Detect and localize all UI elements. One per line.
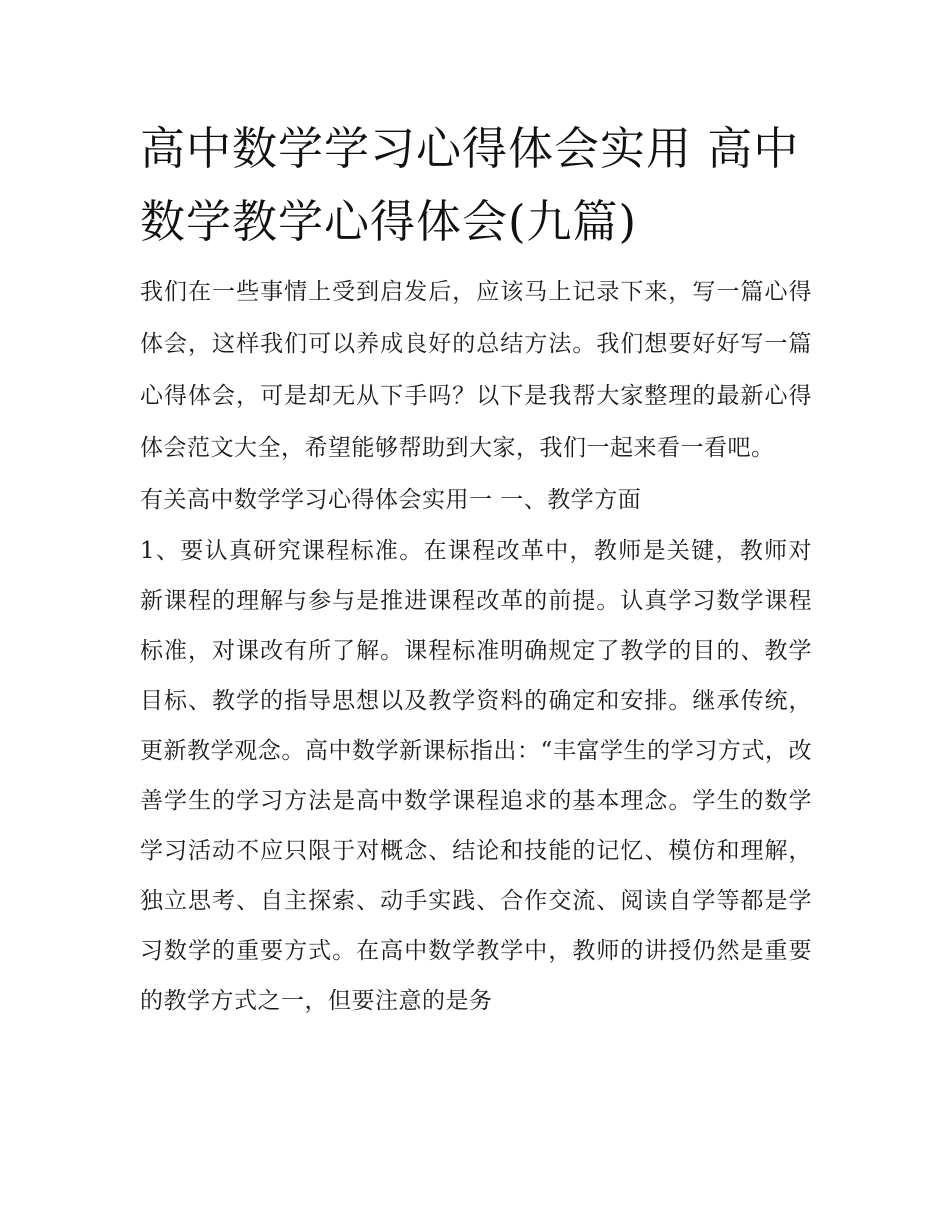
intro-paragraph: 我们在一些事情上受到启发后，应该马上记录下来，写一篇心得体会，这样我们可以养成良好的总结方法。我们想要好好写一篇心得体会，可是却无从下手吗？以下是我帮大家整理的最新心得体会范文大全，希望能够帮助到大家，我们一起来看一看吧。 [140,279,812,461]
section-heading: 有关高中数学学习心得体会实用一 一、教学方面 [140,487,642,513]
body-paragraph: 1、要认真研究课程标准。在课程改革中，教师是关键，教师对新课程的理解与参与是推进课程改革的前提。认真学习数学课程标准，对课改有所了解。课程标准明确规定了教学的目的、教学目标、教学的指导思想以及教学资料的确定和安排。继承传统，更新教学观念。高中数学新课标指出：“丰富学生的学习方式，改善学生的学习方法是高中数学课程追求的基本理念。学生的数学学习活动不应只限于对概念、结论和技能的记忆、模仿和理解，独立思考、自主探索、动手实践、合作交流、阅读自学等都是学习数学的重要方式。在高中数学教学中，教师的讲授仍然是重要的教学方式之一，但要注意的是务 [140,538,812,1014]
document-content [140,112,812,1026]
document-title: 高中数学学习心得体会实用 高中数学教学心得体会(九篇) [140,122,800,248]
